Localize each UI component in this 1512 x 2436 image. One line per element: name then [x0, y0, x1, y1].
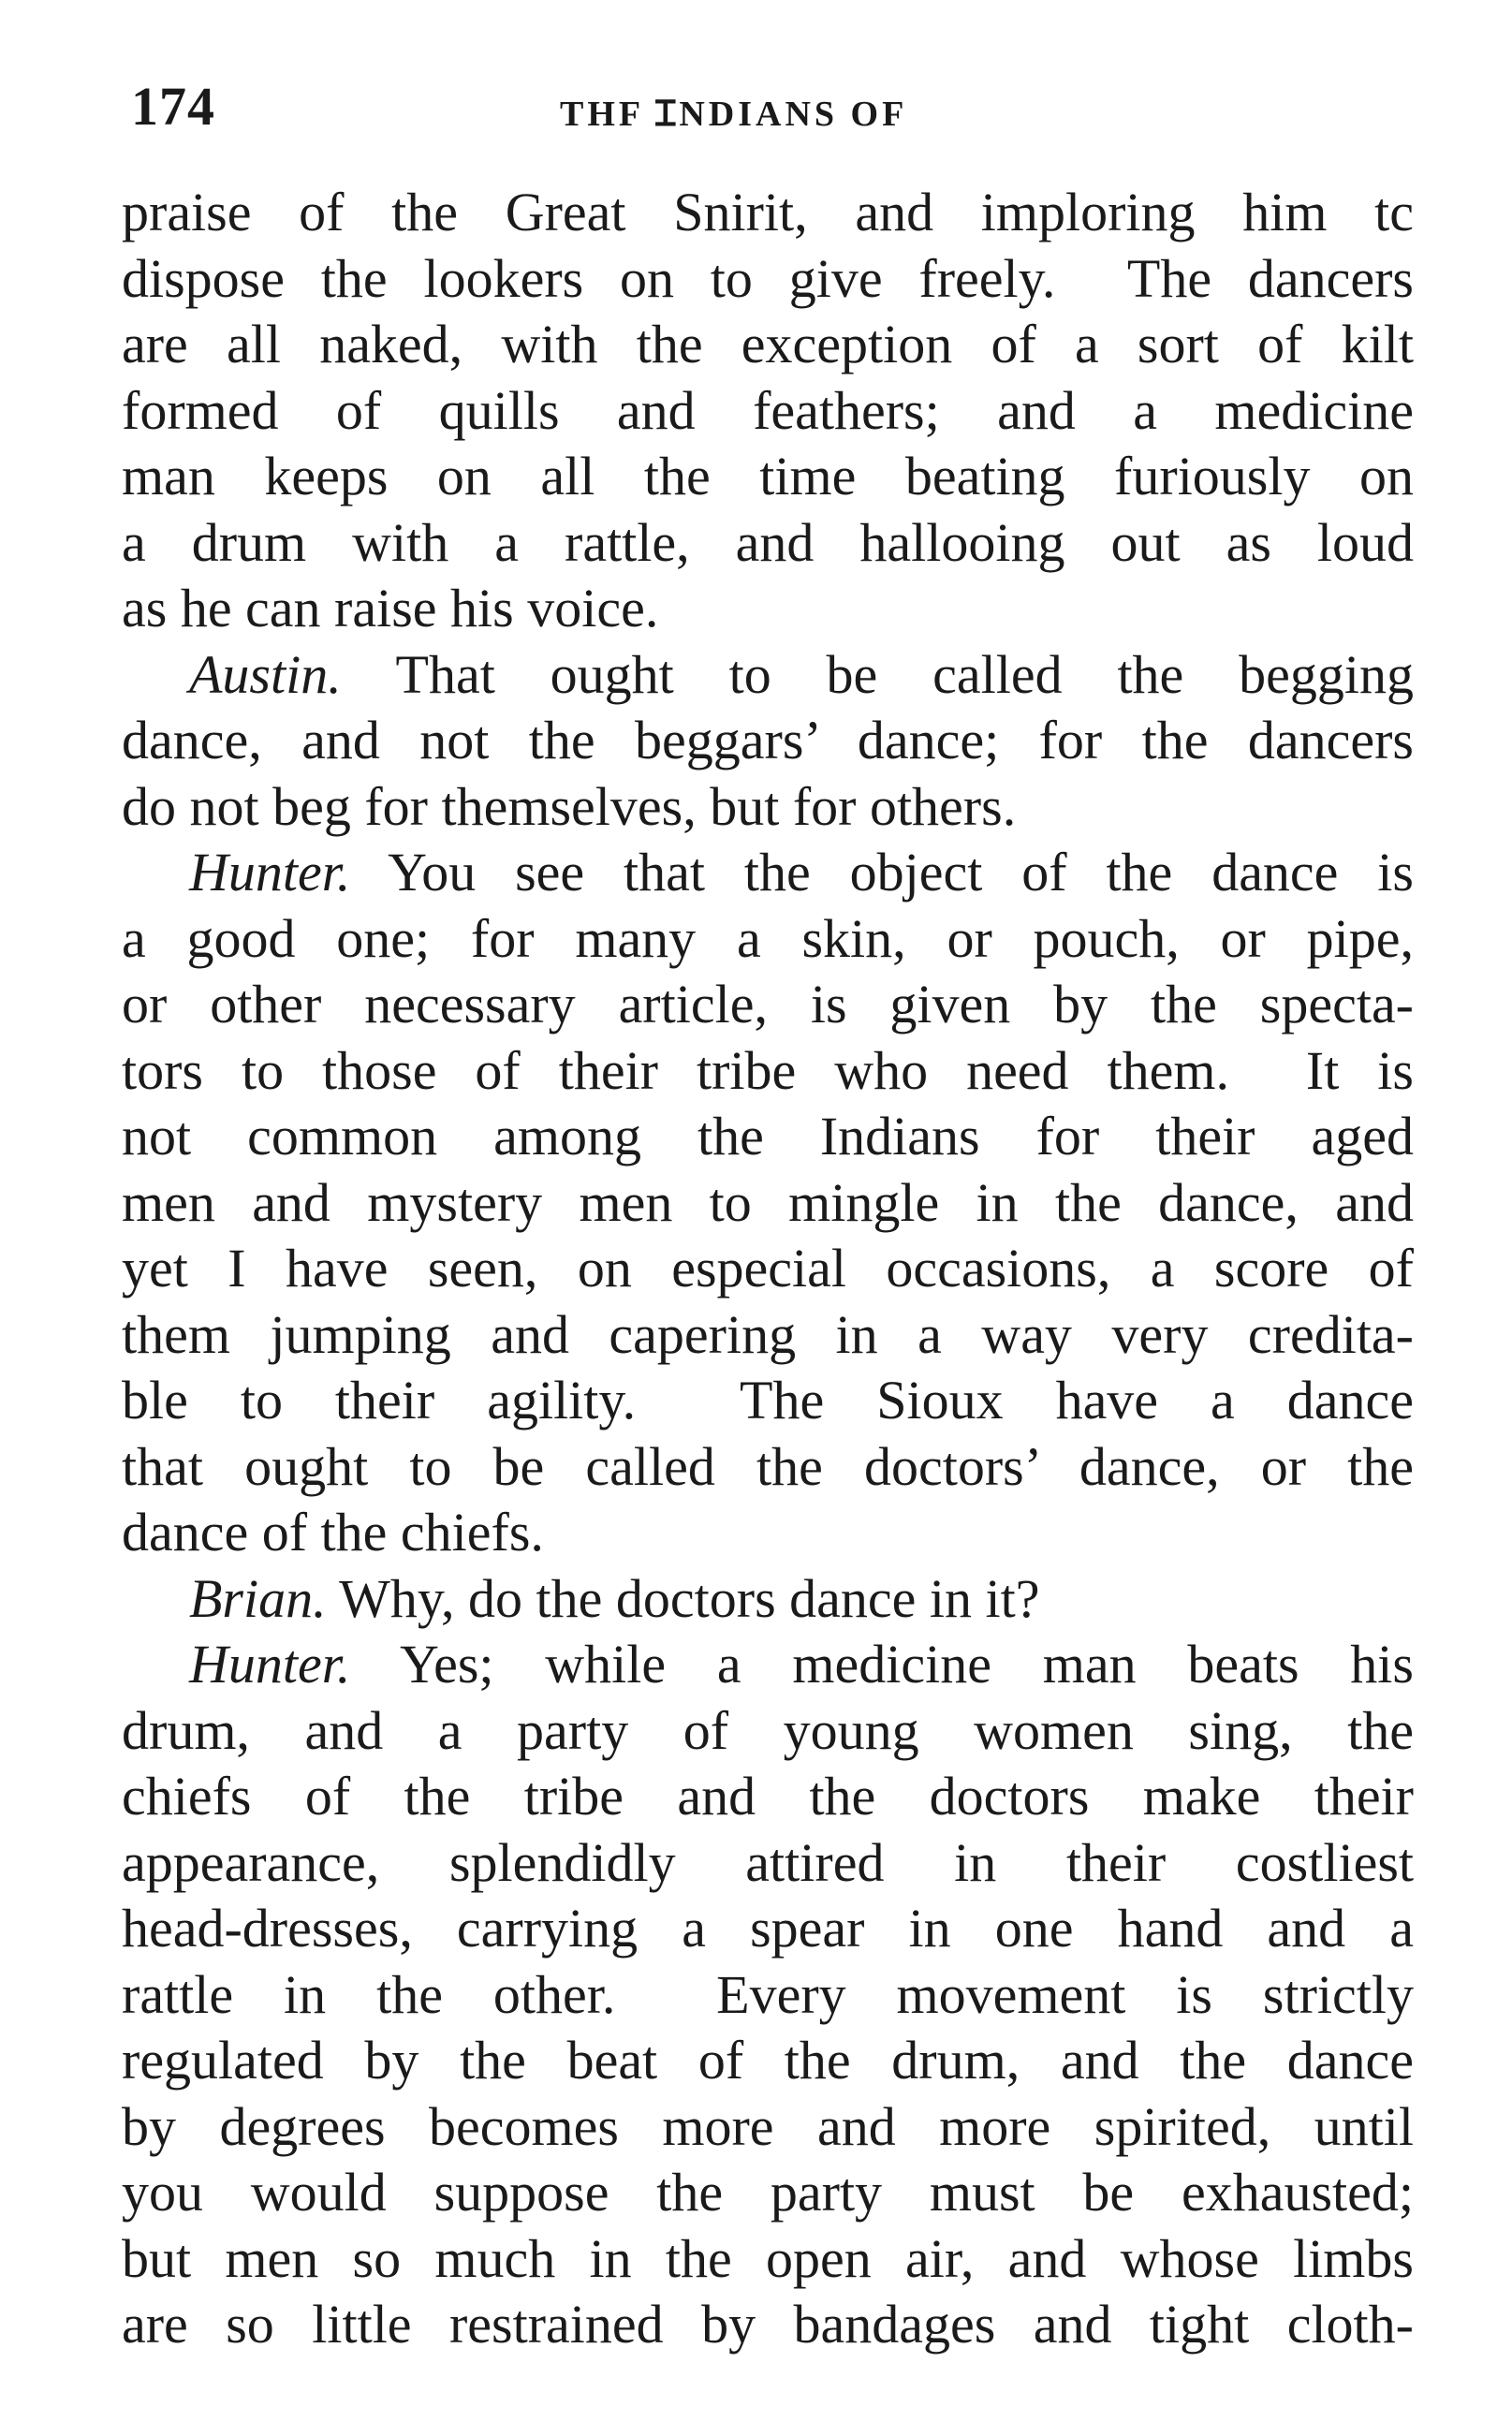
- text-line: [122, 180, 1414, 245]
- text-line: [122, 1830, 1414, 1896]
- line-text: dance of the chiefs.: [122, 1502, 544, 1563]
- text-line: [122, 1302, 1414, 1368]
- text-line: [122, 312, 1414, 377]
- line-text: by degrees becomes more and more spirited, until: [122, 2096, 1414, 2157]
- line-text: as he can raise his voice.: [122, 578, 659, 638]
- text-line: [189, 1632, 1414, 1697]
- line-text: you would suppose the party must be exhausted;: [122, 2162, 1414, 2223]
- line-text: yet I have seen, on especial occasions, a score of: [122, 1238, 1414, 1299]
- line-text: are so little restrained by bandages and tight cloth-: [122, 2294, 1414, 2355]
- line-text: You see that the object of the dance is: [350, 842, 1414, 902]
- text-line: [122, 1434, 1414, 1500]
- text-line: [122, 378, 1414, 444]
- line-text: chiefs of the tribe and the doctors make their: [122, 1766, 1414, 1827]
- text-line: [122, 1500, 544, 1565]
- line-text: a good one; for many a skin, or pouch, or pipe,: [122, 908, 1414, 969]
- line-text: Yes; while a medicine man beats his: [350, 1634, 1414, 1695]
- text-line: [122, 246, 1414, 312]
- text-line: [122, 2160, 1414, 2225]
- line-text: head-dresses, carrying a spear in one hand and a: [122, 1898, 1414, 1959]
- line-text: not common among the Indians for their aged: [122, 1106, 1414, 1167]
- running-head: [122, 75, 1414, 150]
- text-line: [122, 1962, 1414, 2028]
- text-line: [122, 2028, 1414, 2093]
- text-line: [122, 1698, 1414, 1764]
- speaker-name: Brian.: [189, 1568, 327, 1629]
- line-text: do not beg for themselves, but for others.: [122, 776, 1017, 837]
- text-line: [189, 642, 1414, 708]
- text-line: [122, 510, 1414, 576]
- text-line: [122, 972, 1414, 1037]
- text-line: [122, 444, 1414, 509]
- line-text: formed of quills and feathers; and a medicine: [122, 380, 1414, 441]
- line-text: but men so much in the open air, and whose limbs: [122, 2228, 1414, 2289]
- text-line: [189, 840, 1414, 905]
- text-line: [122, 1170, 1414, 1236]
- line-text: tors to those of their tribe who need them. It is: [122, 1040, 1414, 1101]
- text-line: [122, 774, 1016, 840]
- line-text: appearance, splendidly attired in their costliest: [122, 1832, 1414, 1893]
- text-line: [122, 576, 658, 641]
- speaker-name: Hunter.: [189, 842, 351, 902]
- line-text: man keeps on all the time beating furiously on: [122, 446, 1414, 506]
- line-text: rattle in the other. Every movement is strictly: [122, 1964, 1414, 2025]
- line-text: dispose the lookers on to give freely. The dancers: [122, 248, 1414, 309]
- line-text: them jumping and capering in a way very credita-: [122, 1304, 1414, 1365]
- line-text: regulated by the beat of the drum, and the dance: [122, 2030, 1414, 2091]
- line-text: dance, and not the beggars’ dance; for the dancers: [122, 710, 1414, 770]
- text-line: [122, 708, 1414, 773]
- line-text: are all naked, with the exception of a sort of kilt: [122, 314, 1414, 374]
- line-text: a drum with a rattle, and hallooing out as loud: [122, 512, 1414, 573]
- text-line: [122, 1764, 1414, 1829]
- text-line: [122, 1236, 1414, 1301]
- text-line: [122, 1104, 1414, 1169]
- speaker-name: Austin.: [189, 644, 342, 705]
- text-line: [189, 1566, 1039, 1632]
- line-text: That ought to be called the begging: [341, 644, 1414, 705]
- text-line: [122, 2292, 1414, 2357]
- line-text: praise of the Great Snirit, and imploring him tc: [122, 182, 1414, 242]
- running-title: THF ꞮNDIANS OF: [560, 95, 908, 134]
- text-line: [122, 2226, 1414, 2292]
- text-line: [122, 2094, 1414, 2160]
- page-number: 174: [131, 76, 215, 137]
- body-text: [122, 180, 1414, 2389]
- text-line: [122, 1038, 1414, 1104]
- text-line: [122, 1896, 1414, 1961]
- line-text: or other necessary article, is given by the specta-: [122, 974, 1414, 1035]
- text-line: [122, 906, 1414, 972]
- speaker-name: Hunter.: [189, 1634, 351, 1695]
- line-text: that ought to be called the doctors’ dance, or the: [122, 1436, 1414, 1497]
- line-text: drum, and a party of young women sing, the: [122, 1700, 1414, 1761]
- text-line: [122, 1368, 1414, 1433]
- line-text: Why, do the doctors dance in it?: [326, 1568, 1040, 1629]
- line-text: men and mystery men to mingle in the dance, and: [122, 1172, 1414, 1233]
- line-text: ble to their agility. The Sioux have a dance: [122, 1370, 1414, 1431]
